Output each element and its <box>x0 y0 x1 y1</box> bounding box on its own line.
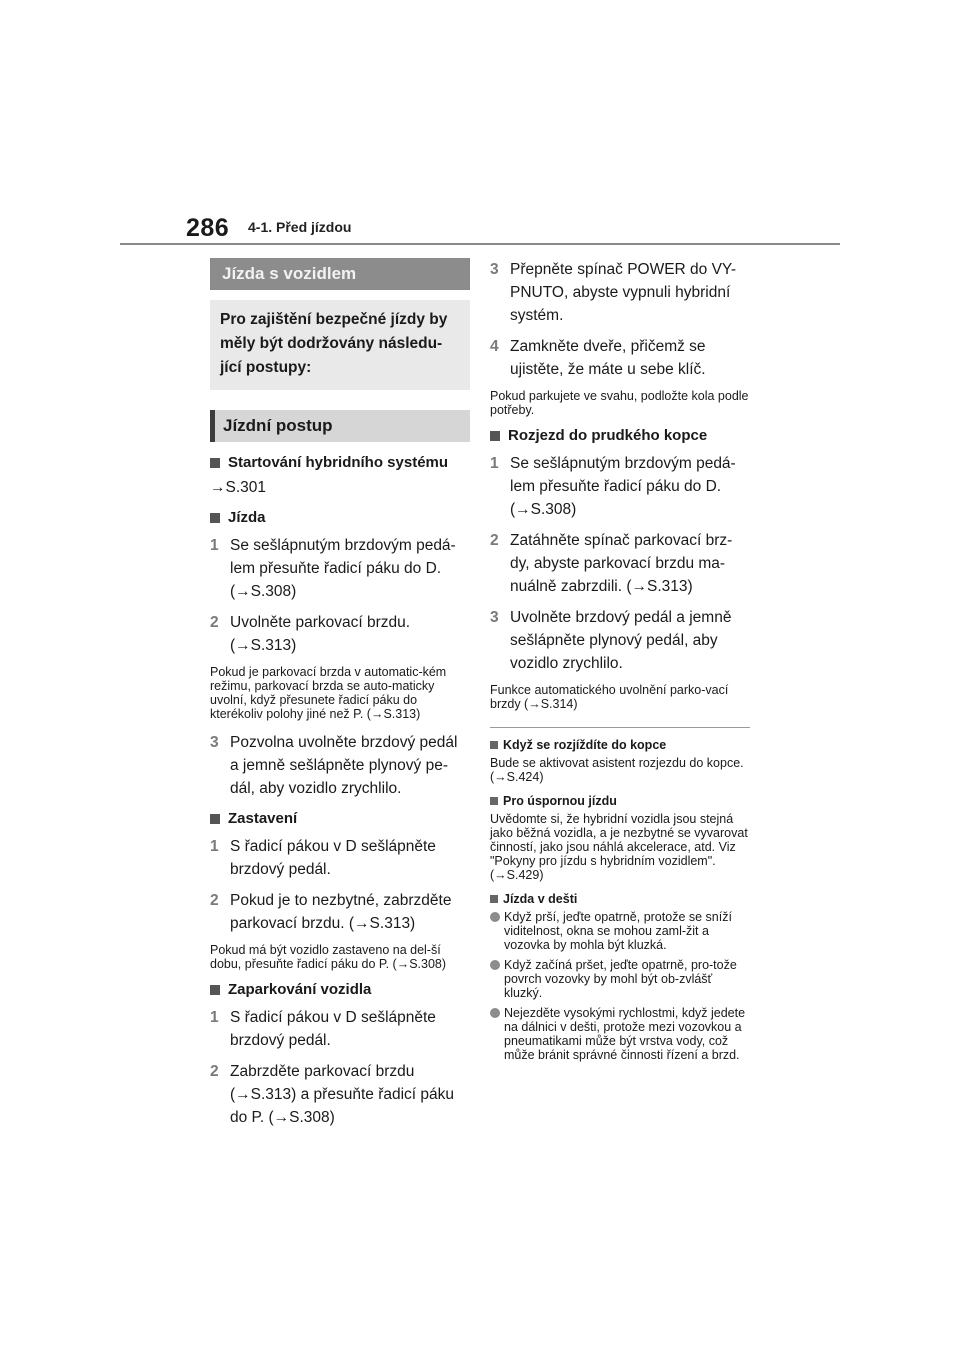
list-item: Když začíná pršet, jeďte opatrně, pro-tože povrch vozovky by mohl být ob-zvlášť kluzký. <box>490 958 750 1000</box>
note-text: Pokud parkujete ve svahu, podložte kola podle potřeby. <box>490 389 749 417</box>
square-bullet-icon <box>210 985 220 995</box>
heading-stop: Zastavení <box>210 810 470 827</box>
square-bullet-icon <box>490 797 498 805</box>
step-item: 2 Uvolněte parkovací brzdu. (→S.313) <box>210 614 411 654</box>
step-item: 2 Zatáhněte spínač parkovací brz-dy, abyste parkovací brzdu ma-nuálně zabrzdili. (→S.313) <box>490 532 733 595</box>
step-item: 1 S řadicí pákou v D sešlápněte brzdový pedál. <box>210 838 436 878</box>
heading-park: Zaparkování vozidla <box>210 981 470 998</box>
right-column <box>490 258 750 1068</box>
heading-eco: Pro úspornou jízdu <box>490 794 750 808</box>
section-title: 4-1. Před jízdou <box>248 219 352 235</box>
note-text: Funkce automatického uvolnění parko-vací brzdy (→S.314) <box>490 683 729 711</box>
header-rule <box>120 243 840 245</box>
step-item: 3 Uvolněte brzdový pedál a jemně sešlápněte plynový pedál, aby vozidlo zrychlilo. <box>490 609 732 672</box>
note-text: Bude se aktivovat asistent rozjezdu do kopce. (→S.424) <box>490 756 744 784</box>
sub-banner: Jízdní postup <box>210 410 470 442</box>
square-bullet-icon <box>490 741 498 749</box>
note-text: Uvědomte si, že hybridní vozidla jsou stejná jako běžná vozidla, a je nezbytné se vyvarovat činností, jako jsou náhlá akcelerace, atd. Viz "Pokyny pro jízdu s hybridním vozidlem". (→S.429) <box>490 812 748 882</box>
heading-uphill: Když se rozjíždíte do kopce <box>490 738 750 752</box>
step-item: 3 Přepněte spínač POWER do VY-PNUTO, abyste vypnuli hybridní systém. <box>490 261 737 324</box>
square-bullet-icon <box>210 513 220 523</box>
page-number: 286 <box>186 214 230 242</box>
circle-bullet-icon <box>490 912 500 922</box>
start-ref: →S.301 <box>210 479 267 496</box>
circle-bullet-icon <box>490 1008 500 1018</box>
heading-rain: Jízda v dešti <box>490 892 750 906</box>
square-bullet-icon <box>210 814 220 824</box>
step-item: 1 Se sešlápnutým brzdovým pedá-lem přesuňte řadicí páku do D. (→S.308) <box>210 537 456 600</box>
list-item: Nejezděte vysokými rychlostmi, když jedete na dálnici v dešti, protože mezi vozovkou a pneumatikami může být vrstva vody, což může bránit správné činnosti řízení a brzd. <box>490 1006 750 1062</box>
section-separator <box>490 727 750 728</box>
square-bullet-icon <box>490 431 500 441</box>
heading-drive: Jízda <box>210 509 470 526</box>
step-item: 4 Zamkněte dveře, přičemž se ujistěte, že máte u sebe klíč. <box>490 338 706 378</box>
note-text: Pokud je parkovací brzda v automatic-kém režimu, parkovací brzda se auto-maticky uvolní, když přesunete řadicí páku do kterékoliv polohy jiné než P. (→S.313) <box>210 665 447 721</box>
left-column <box>210 258 470 1137</box>
intro-box: Pro zajištění bezpečné jízdy by měly být dodržovány následu-jící postupy: <box>210 300 470 390</box>
square-bullet-icon <box>210 458 220 468</box>
step-item: 3 Pozvolna uvolněte brzdový pedál a jemně sešlápněte plynový pe-dál, aby vozidlo zrychlilo. <box>210 734 458 797</box>
step-item: 2 Pokud je to nezbytné, zabrzděte parkovací brzdu. (→S.313) <box>210 892 452 932</box>
page-header <box>0 0 960 250</box>
heading-start: Startování hybridního systému <box>210 454 470 471</box>
step-item: 1 S řadicí pákou v D sešlápněte brzdový pedál. <box>210 1009 436 1049</box>
square-bullet-icon <box>490 895 498 903</box>
circle-bullet-icon <box>490 960 500 970</box>
note-text: Pokud má být vozidlo zastaveno na del-ší dobu, přesuňte řadicí páku do P. (→S.308) <box>210 943 447 971</box>
step-item: 2 Zabrzděte parkovací brzdu (→S.313) a přesuňte řadicí páku do P. (→S.308) <box>210 1063 455 1126</box>
heading-hill: Rozjezd do prudkého kopce <box>490 427 750 444</box>
step-item: 1 Se sešlápnutým brzdovým pedá-lem přesuňte řadicí páku do D. (→S.308) <box>490 455 736 518</box>
list-item: Když prší, jeďte opatrně, protože se sníží viditelnost, okna se mohou zaml-žit a vozovka by mohla být kluzká. <box>490 910 750 952</box>
main-banner: Jízda s vozidlem <box>210 258 470 290</box>
